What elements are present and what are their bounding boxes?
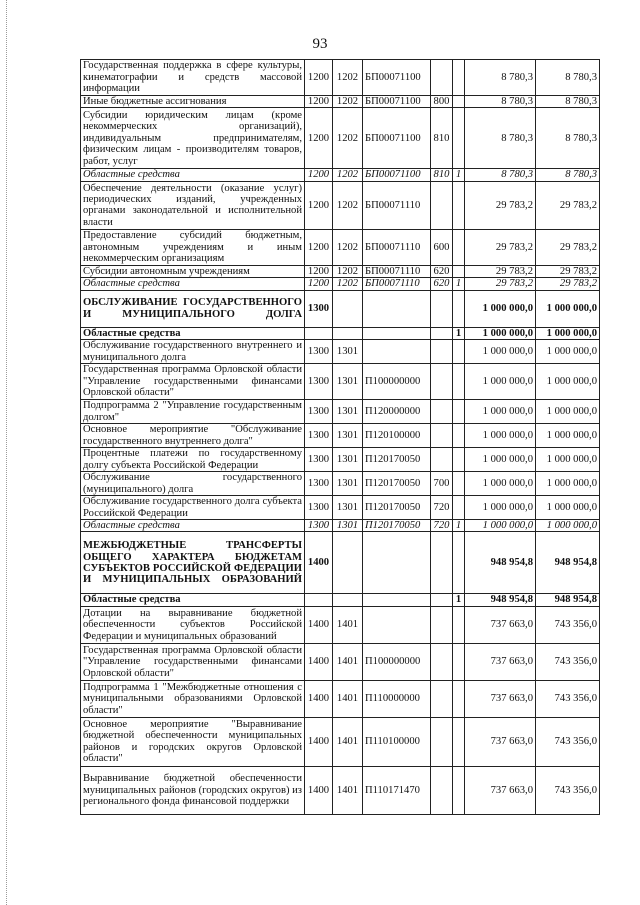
table-row (81, 169, 600, 181)
expense-type-cell (431, 532, 453, 594)
table-row (81, 60, 600, 96)
subsection-code-cell: 1301 (333, 448, 363, 472)
section-code-cell: 1300 (305, 340, 333, 364)
amount-year2-cell: 29 783,2 (536, 229, 600, 265)
target-article-cell: П120100000 (363, 424, 431, 448)
expense-type-cell (431, 327, 453, 339)
target-article-cell: П110000000 (363, 680, 431, 717)
subsection-code-cell (333, 594, 363, 606)
table-row (81, 327, 600, 339)
subsection-code-cell: 1301 (333, 496, 363, 520)
section-code-cell: 1300 (305, 290, 333, 327)
target-article-cell: П120170050 (363, 496, 431, 520)
section-code-cell: 1300 (305, 520, 333, 532)
table-row (81, 265, 600, 277)
expense-type-cell: 620 (431, 278, 453, 290)
expense-type-cell (431, 448, 453, 472)
subsection-code-cell (333, 327, 363, 339)
amount-year2-cell: 1 000 000,0 (536, 340, 600, 364)
funding-flag-cell: 1 (453, 594, 465, 606)
section-code-cell: 1200 (305, 96, 333, 108)
section-code-cell (305, 594, 333, 606)
funding-flag-cell (453, 181, 465, 229)
page-number: 93 (312, 36, 328, 52)
funding-flag-cell: 1 (453, 169, 465, 181)
expense-name-cell: ОБСЛУЖИВАНИЕ ГОСУДАРСТВЕННОГО И МУНИЦИПАЛЬНОГО ДОЛГА (81, 290, 305, 327)
amount-year1-cell: 948 954,8 (465, 594, 536, 606)
target-article-cell: БП00071100 (363, 108, 431, 169)
subsection-code-cell: 1202 (333, 278, 363, 290)
section-code-cell: 1200 (305, 169, 333, 181)
expense-name-cell: Выравнивание бюджетной обеспеченности муниципальных районов (городских округов) из регионального фонда финансовой поддержки (81, 766, 305, 814)
expense-type-cell (431, 424, 453, 448)
funding-flag-cell (453, 448, 465, 472)
section-code-cell: 1200 (305, 60, 333, 96)
target-article-cell (363, 532, 431, 594)
amount-year2-cell: 1 000 000,0 (536, 290, 600, 327)
expense-name-cell: Процентные платежи по государственному долгу субъекта Российской Федерации (81, 448, 305, 472)
expense-name-cell: Подпрограмма 2 "Управление государственным долгом" (81, 400, 305, 424)
target-article-cell: БП00071100 (363, 96, 431, 108)
expense-name-cell: Обслуживание государственного (муниципального) долга (81, 472, 305, 496)
funding-flag-cell (453, 532, 465, 594)
amount-year1-cell: 8 780,3 (465, 96, 536, 108)
amount-year2-cell: 743 356,0 (536, 643, 600, 680)
amount-year2-cell: 948 954,8 (536, 594, 600, 606)
section-code-cell: 1300 (305, 472, 333, 496)
funding-flag-cell: 1 (453, 520, 465, 532)
target-article-cell: БП00071110 (363, 181, 431, 229)
table-row (81, 278, 600, 290)
expense-type-cell: 700 (431, 472, 453, 496)
table-row (81, 400, 600, 424)
funding-flag-cell (453, 229, 465, 265)
funding-flag-cell (453, 643, 465, 680)
target-article-cell: БП00071110 (363, 265, 431, 277)
expense-type-cell (431, 60, 453, 96)
expense-type-cell (431, 717, 453, 766)
amount-year2-cell: 743 356,0 (536, 717, 600, 766)
expense-type-cell: 600 (431, 229, 453, 265)
subsection-code-cell: 1202 (333, 229, 363, 265)
section-code-cell: 1300 (305, 448, 333, 472)
expense-type-cell: 800 (431, 96, 453, 108)
expense-name-cell: МЕЖБЮДЖЕТНЫЕ ТРАНСФЕРТЫ ОБЩЕГО ХАРАКТЕРА БЮДЖЕТАМ СУБЪЕКТОВ РОССИЙСКОЙ ФЕДЕРАЦИИ И МУНИЦИПАЛЬНЫХ ОБРАЗОВАНИЙ (81, 532, 305, 594)
subsection-code-cell: 1401 (333, 643, 363, 680)
expense-type-cell: 810 (431, 108, 453, 169)
amount-year2-cell: 1 000 000,0 (536, 496, 600, 520)
subsection-code-cell: 1301 (333, 400, 363, 424)
target-article-cell: П100000000 (363, 643, 431, 680)
target-article-cell: БП00071100 (363, 169, 431, 181)
table-row (81, 290, 600, 327)
target-article-cell: БП00071100 (363, 60, 431, 96)
expense-type-cell (431, 400, 453, 424)
expense-name-cell: Государственная программа Орловской области "Управление государственными финансами Орловской области" (81, 364, 305, 400)
section-code-cell: 1300 (305, 364, 333, 400)
subsection-code-cell: 1202 (333, 96, 363, 108)
amount-year1-cell: 1 000 000,0 (465, 290, 536, 327)
expense-name-cell: Государственная поддержка в сфере культуры, кинематографии и средств массовой информации (81, 60, 305, 96)
amount-year2-cell: 8 780,3 (536, 60, 600, 96)
section-code-cell: 1300 (305, 496, 333, 520)
expense-type-cell (431, 290, 453, 327)
section-code-cell: 1400 (305, 606, 333, 643)
subsection-code-cell (333, 290, 363, 327)
funding-flag-cell (453, 717, 465, 766)
amount-year2-cell: 1 000 000,0 (536, 424, 600, 448)
table-row (81, 108, 600, 169)
amount-year2-cell: 1 000 000,0 (536, 364, 600, 400)
amount-year1-cell: 948 954,8 (465, 532, 536, 594)
subsection-code-cell: 1401 (333, 680, 363, 717)
amount-year2-cell: 1 000 000,0 (536, 448, 600, 472)
expense-name-cell: Подпрограмма 1 "Межбюджетные отношения с муниципальными образованиями Орловской области" (81, 680, 305, 717)
amount-year1-cell: 8 780,3 (465, 108, 536, 169)
funding-flag-cell (453, 606, 465, 643)
section-code-cell: 1400 (305, 532, 333, 594)
expense-type-cell (431, 766, 453, 814)
expense-name-cell: Областные средства (81, 327, 305, 339)
table-row (81, 766, 600, 814)
amount-year2-cell: 29 783,2 (536, 265, 600, 277)
section-code-cell (305, 327, 333, 339)
funding-flag-cell (453, 96, 465, 108)
funding-flag-cell: 1 (453, 278, 465, 290)
subsection-code-cell: 1202 (333, 169, 363, 181)
expense-type-cell: 810 (431, 169, 453, 181)
amount-year1-cell: 1 000 000,0 (465, 364, 536, 400)
table-row (81, 680, 600, 717)
funding-flag-cell (453, 290, 465, 327)
funding-flag-cell (453, 60, 465, 96)
amount-year2-cell: 8 780,3 (536, 169, 600, 181)
amount-year1-cell: 737 663,0 (465, 606, 536, 643)
table-row (81, 229, 600, 265)
table-row (81, 606, 600, 643)
amount-year1-cell: 29 783,2 (465, 229, 536, 265)
target-article-cell: П110171470 (363, 766, 431, 814)
expense-type-cell: 620 (431, 265, 453, 277)
expense-name-cell: Обслуживание государственного внутреннего и муниципального долга (81, 340, 305, 364)
expense-type-cell (431, 340, 453, 364)
target-article-cell (363, 594, 431, 606)
amount-year2-cell: 29 783,2 (536, 181, 600, 229)
subsection-code-cell: 1401 (333, 606, 363, 643)
expense-type-cell (431, 643, 453, 680)
subsection-code-cell: 1202 (333, 108, 363, 169)
expense-name-cell: Областные средства (81, 594, 305, 606)
table-row (81, 96, 600, 108)
expense-type-cell (431, 364, 453, 400)
funding-flag-cell (453, 364, 465, 400)
expense-type-cell: 720 (431, 496, 453, 520)
amount-year1-cell: 1 000 000,0 (465, 340, 536, 364)
target-article-cell: П120170050 (363, 520, 431, 532)
amount-year2-cell: 1 000 000,0 (536, 327, 600, 339)
expense-name-cell: Обслуживание государственного долга субъекта Российской Федерации (81, 496, 305, 520)
section-code-cell: 1200 (305, 108, 333, 169)
amount-year1-cell: 8 780,3 (465, 60, 536, 96)
section-code-cell: 1400 (305, 680, 333, 717)
amount-year1-cell: 29 783,2 (465, 265, 536, 277)
table-row (81, 364, 600, 400)
amount-year1-cell: 29 783,2 (465, 181, 536, 229)
table-row (81, 448, 600, 472)
subsection-code-cell: 1202 (333, 181, 363, 229)
section-code-cell: 1200 (305, 181, 333, 229)
amount-year1-cell: 29 783,2 (465, 278, 536, 290)
section-code-cell: 1400 (305, 643, 333, 680)
funding-flag-cell (453, 472, 465, 496)
table-row (81, 424, 600, 448)
funding-flag-cell (453, 766, 465, 814)
amount-year2-cell: 1 000 000,0 (536, 472, 600, 496)
funding-flag-cell: 1 (453, 327, 465, 339)
amount-year1-cell: 737 663,0 (465, 766, 536, 814)
target-article-cell: П120170050 (363, 472, 431, 496)
expense-type-cell (431, 594, 453, 606)
budget-table (80, 59, 600, 815)
funding-flag-cell (453, 496, 465, 520)
section-code-cell: 1400 (305, 717, 333, 766)
expense-type-cell (431, 181, 453, 229)
subsection-code-cell: 1301 (333, 424, 363, 448)
amount-year1-cell: 8 780,3 (465, 169, 536, 181)
expense-name-cell: Основное мероприятие "Обслуживание государственного внутреннего долга" (81, 424, 305, 448)
table-row (81, 472, 600, 496)
expense-name-cell: Областные средства (81, 278, 305, 290)
amount-year2-cell: 8 780,3 (536, 108, 600, 169)
amount-year1-cell: 1 000 000,0 (465, 327, 536, 339)
amount-year2-cell: 1 000 000,0 (536, 520, 600, 532)
amount-year1-cell: 1 000 000,0 (465, 472, 536, 496)
scan-edge-line (6, 0, 8, 905)
table-row (81, 717, 600, 766)
amount-year2-cell: 743 356,0 (536, 680, 600, 717)
funding-flag-cell (453, 108, 465, 169)
subsection-code-cell: 1202 (333, 60, 363, 96)
target-article-cell: П110100000 (363, 717, 431, 766)
amount-year2-cell: 743 356,0 (536, 606, 600, 643)
table-row (81, 340, 600, 364)
amount-year2-cell: 8 780,3 (536, 96, 600, 108)
target-article-cell: П120170050 (363, 448, 431, 472)
expense-name-cell: Субсидии юридическим лицам (кроме некоммерческих организаций), индивидуальным предпринимателям, физическим лицам - производителям товаров, работ, услуг (81, 108, 305, 169)
amount-year1-cell: 737 663,0 (465, 717, 536, 766)
amount-year2-cell: 29 783,2 (536, 278, 600, 290)
expense-name-cell: Предоставление субсидий бюджетным, автономным учреждениям и иным некоммерческим организациям (81, 229, 305, 265)
amount-year1-cell: 1 000 000,0 (465, 520, 536, 532)
table-row (81, 643, 600, 680)
expense-name-cell: Обеспечение деятельности (оказание услуг) периодических изданий, учрежденных органами законодательной и исполнительной власти (81, 181, 305, 229)
amount-year1-cell: 1 000 000,0 (465, 424, 536, 448)
funding-flag-cell (453, 424, 465, 448)
budget-table-body (81, 60, 600, 815)
expense-type-cell (431, 680, 453, 717)
subsection-code-cell: 1401 (333, 717, 363, 766)
amount-year2-cell: 743 356,0 (536, 766, 600, 814)
expense-name-cell: Основное мероприятие "Выравнивание бюджетной обеспеченности муниципальных районов и городских округов Орловской области" (81, 717, 305, 766)
subsection-code-cell (333, 532, 363, 594)
subsection-code-cell: 1301 (333, 520, 363, 532)
table-row (81, 181, 600, 229)
subsection-code-cell: 1301 (333, 364, 363, 400)
amount-year1-cell: 1 000 000,0 (465, 448, 536, 472)
subsection-code-cell: 1202 (333, 265, 363, 277)
amount-year2-cell: 1 000 000,0 (536, 400, 600, 424)
table-row (81, 532, 600, 594)
expense-name-cell: Областные средства (81, 169, 305, 181)
section-code-cell: 1200 (305, 265, 333, 277)
target-article-cell (363, 327, 431, 339)
amount-year1-cell: 737 663,0 (465, 643, 536, 680)
target-article-cell: БП00071110 (363, 229, 431, 265)
funding-flag-cell (453, 680, 465, 717)
amount-year1-cell: 1 000 000,0 (465, 400, 536, 424)
table-row (81, 594, 600, 606)
table-row (81, 496, 600, 520)
expense-name-cell: Государственная программа Орловской области "Управление государственными финансами Орловской области" (81, 643, 305, 680)
subsection-code-cell: 1301 (333, 340, 363, 364)
target-article-cell: П100000000 (363, 364, 431, 400)
subsection-code-cell: 1301 (333, 472, 363, 496)
funding-flag-cell (453, 265, 465, 277)
amount-year1-cell: 737 663,0 (465, 680, 536, 717)
subsection-code-cell: 1401 (333, 766, 363, 814)
amount-year1-cell: 1 000 000,0 (465, 496, 536, 520)
section-code-cell: 1300 (305, 400, 333, 424)
funding-flag-cell (453, 340, 465, 364)
expense-name-cell: Дотации на выравнивание бюджетной обеспеченности субъектов Российской Федерации и муниципальных образований (81, 606, 305, 643)
section-code-cell: 1300 (305, 424, 333, 448)
table-row (81, 520, 600, 532)
funding-flag-cell (453, 400, 465, 424)
section-code-cell: 1200 (305, 229, 333, 265)
expense-name-cell: Субсидии автономным учреждениям (81, 265, 305, 277)
target-article-cell (363, 290, 431, 327)
target-article-cell: П120000000 (363, 400, 431, 424)
expense-name-cell: Областные средства (81, 520, 305, 532)
section-code-cell: 1400 (305, 766, 333, 814)
amount-year2-cell: 948 954,8 (536, 532, 600, 594)
target-article-cell: БП00071110 (363, 278, 431, 290)
target-article-cell (363, 606, 431, 643)
expense-type-cell: 720 (431, 520, 453, 532)
target-article-cell (363, 340, 431, 364)
expense-type-cell (431, 606, 453, 643)
expense-name-cell: Иные бюджетные ассигнования (81, 96, 305, 108)
section-code-cell: 1200 (305, 278, 333, 290)
